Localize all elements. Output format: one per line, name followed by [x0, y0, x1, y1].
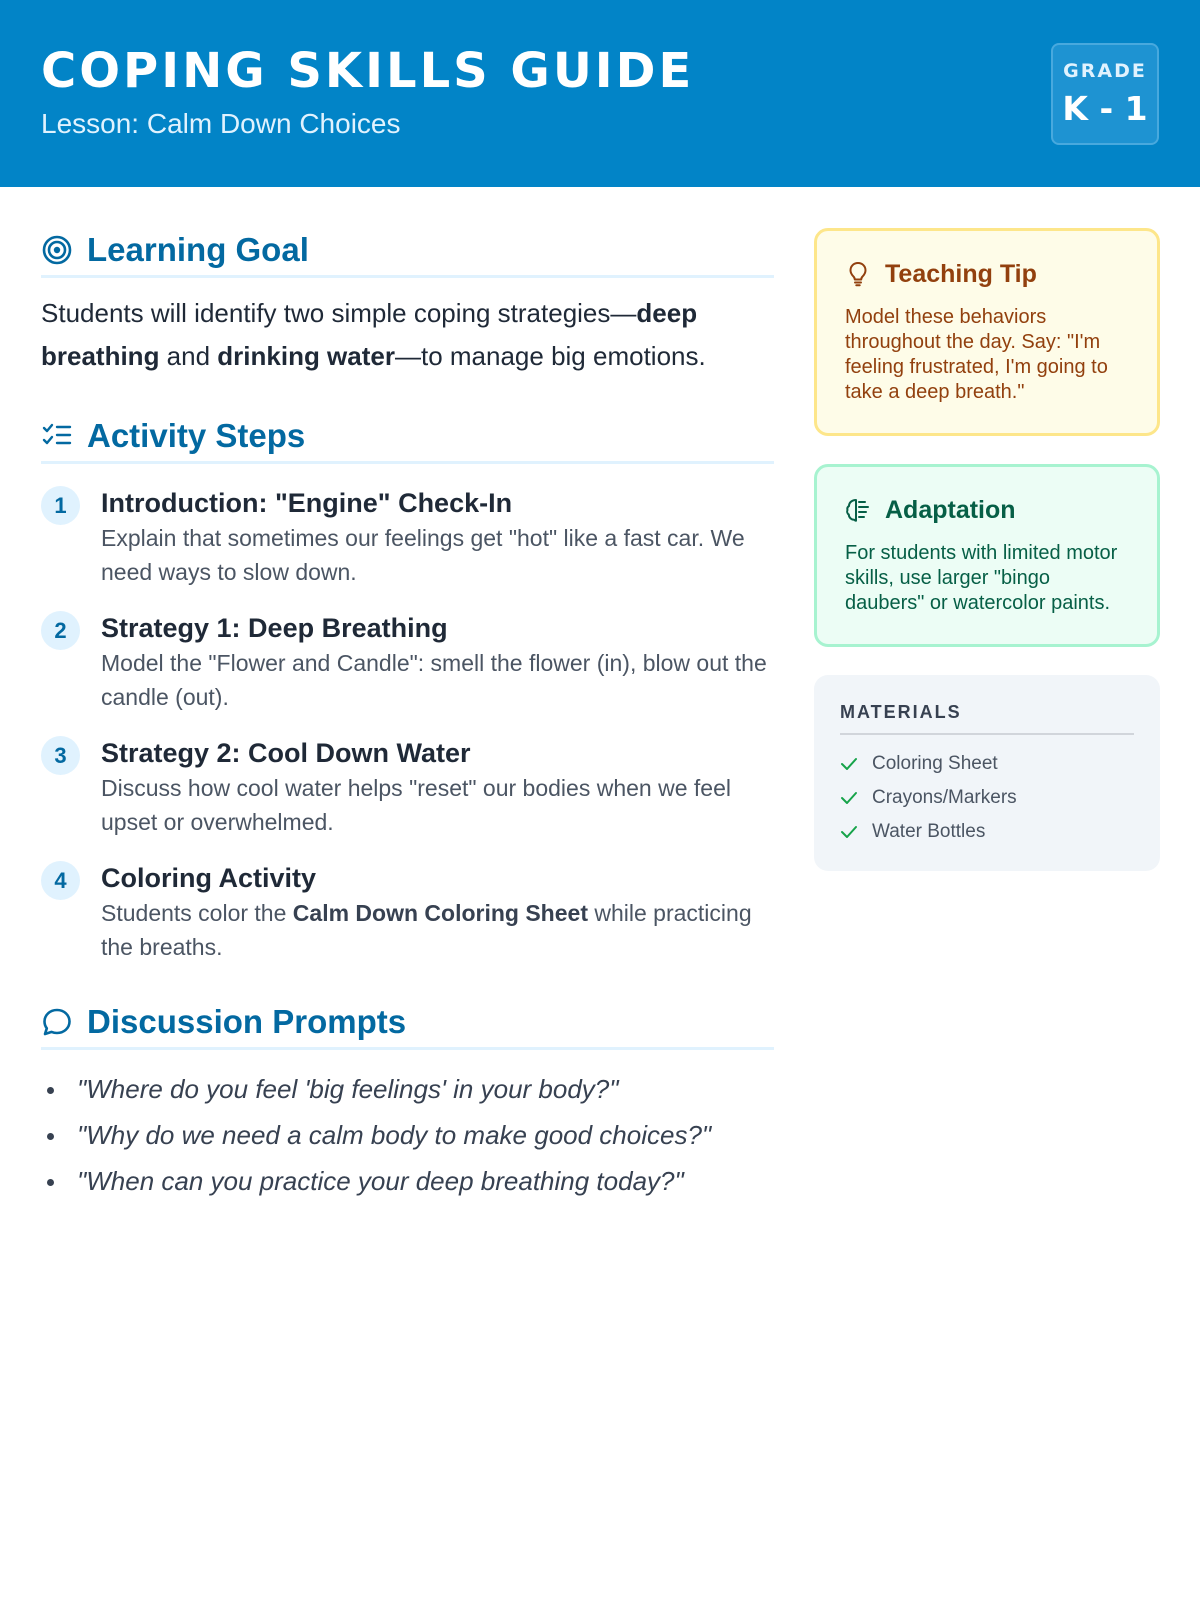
sidebar: [814, 228, 1160, 871]
step-item: [41, 861, 774, 964]
teaching-tip-body: Model these behaviors throughout the day. Say: "I'm feeling frustrated, I'm going to take a deep breath.": [845, 306, 1108, 403]
lightbulb-icon: [845, 261, 871, 287]
list-item: "When can you practice your deep breathing today?": [41, 1158, 774, 1204]
adaptation-card: [814, 464, 1160, 647]
materials-card: [814, 675, 1160, 871]
goal-text-part: and: [159, 341, 218, 371]
check-icon: [840, 755, 858, 773]
material-label: Crayons/Markers: [872, 787, 1017, 808]
grade-value: K - 1: [1062, 89, 1148, 128]
teaching-tip-card: [814, 228, 1160, 436]
lesson-subtitle: Lesson: Calm Down Choices: [41, 108, 401, 139]
discussion-section: [41, 1000, 774, 1204]
goal-text-part: Students will identify two simple coping strategies—: [41, 298, 637, 328]
grade-badge: [1051, 43, 1159, 145]
grade-label: GRADE: [1063, 60, 1147, 82]
materials-list: [840, 747, 1134, 849]
materials-heading: MATERIALS: [840, 701, 1134, 735]
step-description: Model the "Flower and Candle": smell the flower (in), blow out the candle (out).: [101, 650, 767, 710]
material-label: Water Bottles: [872, 821, 986, 842]
brain-icon: [845, 497, 871, 523]
activity-steps-heading: Activity Steps: [87, 416, 306, 454]
step-item: [41, 736, 774, 839]
adaptation-header: [845, 493, 1129, 527]
activity-steps-header: [41, 414, 774, 464]
learning-goal-text: [41, 292, 774, 378]
list-item: [840, 815, 1134, 849]
page-title: COPING SKILLS GUIDE: [41, 43, 695, 99]
step-description: Explain that sometimes our feelings get "hot" like a fast car. We need ways to slow down.: [101, 525, 745, 585]
discussion-heading: Discussion Prompts: [87, 1002, 407, 1040]
speech-bubble-icon: [41, 1006, 73, 1038]
step-description: Discuss how cool water helps "reset" our bodies when we feel upset or overwhelmed.: [101, 775, 731, 835]
teaching-tip-header: [845, 257, 1129, 291]
steps-list: [41, 486, 774, 964]
goal-strategy-1: deep breathing: [41, 298, 698, 371]
check-icon: [840, 789, 858, 807]
learning-goal-section: [41, 228, 774, 378]
main-content: [41, 228, 774, 1204]
learning-goal-header: [41, 228, 774, 278]
step-item: [41, 486, 774, 589]
learning-goal-heading: Learning Goal: [87, 230, 309, 268]
step-number: 1: [41, 486, 80, 525]
discussion-prompts-list: [41, 1066, 774, 1204]
step-description: [101, 896, 774, 964]
step-item: [41, 611, 774, 714]
goal-text-part: —to manage big emotions.: [394, 341, 706, 371]
step-desc-part: while practicing the breaths.: [101, 900, 752, 960]
step-title: Strategy 1: Deep Breathing: [101, 613, 448, 643]
step-title: Introduction: "Engine" Check-In: [101, 488, 513, 518]
step-desc-part: Students color the: [101, 900, 293, 926]
page-header: [0, 0, 1200, 187]
teaching-tip-heading: Teaching Tip: [885, 260, 1037, 288]
list-item: "Where do you feel 'big feelings' in your body?": [41, 1066, 774, 1112]
goal-strategy-2: drinking water: [217, 341, 395, 371]
coloring-sheet-name: Calm Down Coloring Sheet: [292, 900, 588, 926]
activity-steps-section: [41, 414, 774, 964]
step-number: 2: [41, 611, 80, 650]
step-title: Strategy 2: Cool Down Water: [101, 738, 471, 768]
step-title: Coloring Activity: [101, 863, 317, 893]
adaptation-heading: Adaptation: [885, 496, 1016, 524]
target-icon: [41, 234, 73, 266]
list-item: [840, 747, 1134, 781]
material-label: Coloring Sheet: [872, 753, 998, 774]
discussion-header: [41, 1000, 774, 1050]
list-item: [840, 781, 1134, 815]
step-number: 4: [41, 861, 80, 900]
adaptation-body: For students with limited motor skills, use larger "bingo daubers" or watercolor paints.: [845, 542, 1118, 614]
list-item: "Why do we need a calm body to make good choices?": [41, 1112, 774, 1158]
checklist-icon: [41, 420, 73, 452]
step-number: 3: [41, 736, 80, 775]
check-icon: [840, 823, 858, 841]
